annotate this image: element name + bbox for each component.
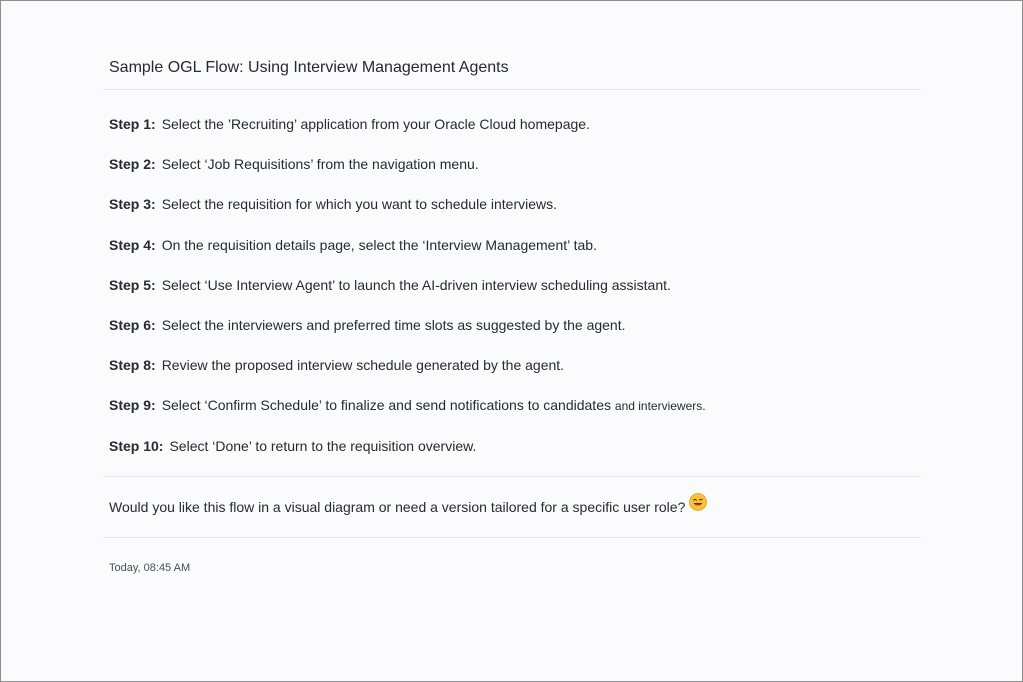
step-text: Select ‘Done’ to return to the requisition overview. — [169, 437, 477, 454]
step-text: Select ‘Confirm Schedule’ to finalize and send notifications to candidates — [161, 397, 611, 414]
step-label: Step 6: — [109, 316, 156, 333]
step-item — [109, 385, 921, 425]
step-text: Select the requisition for which you want to schedule interviews. — [161, 196, 558, 213]
step-text: Select ‘Use Interview Agent’ to launch the AI-driven interview scheduling assistant. — [161, 276, 671, 293]
step-text: Review the proposed interview schedule generated by the agent. — [161, 357, 565, 374]
step-label: Step 9: — [109, 397, 156, 414]
grinning-wink-emoji-icon — [689, 476, 707, 536]
step-text: Select the ’Recruiting’ application from your Oracle Cloud homepage. — [161, 116, 590, 132]
divider — [103, 537, 921, 538]
step-item — [109, 305, 921, 345]
step-label: Step 8: — [109, 357, 156, 374]
question-text: Would you like this flow in a visual diagram or need a version tailored for a specific user role? — [109, 498, 686, 515]
step-label: Step 2: — [109, 156, 156, 173]
step-text: On the requisition details page, select the ‘Interview Management’ tab. — [161, 236, 597, 253]
step-label: Step 4: — [109, 236, 156, 253]
step-text-tail: and interviewers. — [614, 399, 706, 414]
message-timestamp: Today, 08:45 AM — [109, 561, 191, 574]
step-item — [109, 265, 921, 305]
step-text: Select the interviewers and preferred time slots as suggested by the agent. — [161, 316, 626, 333]
step-item — [109, 104, 921, 144]
step-item — [109, 225, 921, 265]
step-label: Step 5: — [109, 276, 156, 293]
assistant-message — [103, 49, 921, 574]
step-text: Select ‘Job Requisitions’ from the navigation menu. — [161, 156, 479, 173]
message-title: Sample OGL Flow: Using Interview Management Agents — [109, 59, 509, 76]
step-label: Step 3: — [109, 196, 156, 213]
step-label: Step 1: — [109, 116, 156, 132]
step-label: Step 10: — [109, 437, 164, 454]
step-item — [109, 426, 921, 466]
step-item — [109, 144, 921, 184]
follow-up-question — [103, 477, 921, 537]
steps-list — [103, 90, 921, 466]
step-item — [109, 345, 921, 385]
step-item — [109, 184, 921, 224]
